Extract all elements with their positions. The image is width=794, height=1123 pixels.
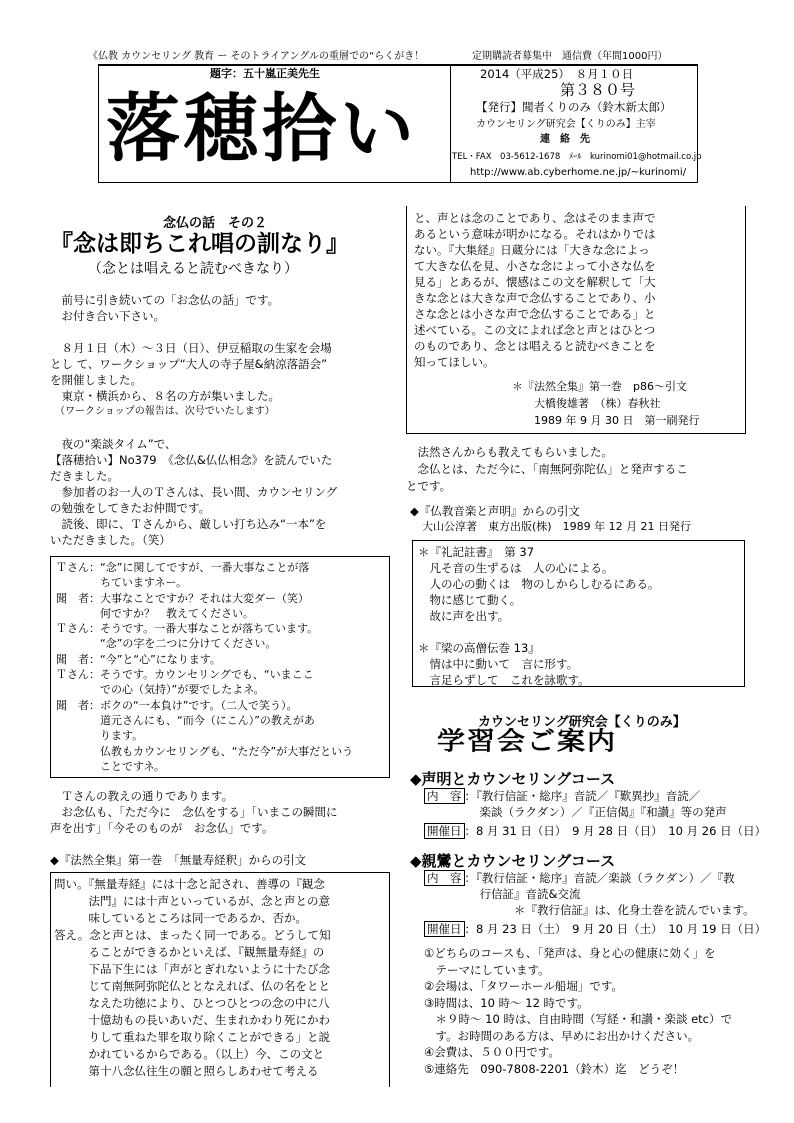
note-line: ③時間は、10 時～ 12 時です。 bbox=[424, 995, 589, 1010]
masthead-title: 落穂拾い bbox=[106, 86, 418, 172]
course2-title: ◆親鸞とカウンセリングコース bbox=[410, 852, 616, 870]
quote-line: 問い。『無量寿経』には十念と記され、善導の『観念 bbox=[54, 877, 325, 891]
citation-line: ＊『法然全集』第一巻 p86～引文 bbox=[512, 380, 687, 393]
quote-line: 述べている。この文によれば念と声とはひとつ bbox=[414, 323, 656, 337]
course1-content-line: 楽談（ラクダン）／『正信偈』『和讃』等の発声 bbox=[468, 805, 727, 819]
course2-content-line: ＊『教行信証』は、化身土巻を読んでいます。 bbox=[468, 903, 755, 917]
notice-org: カウンセリング研究会【くりのみ】 bbox=[478, 715, 686, 730]
text-line: 法然さんからも教えてもらいました。 bbox=[406, 445, 613, 459]
quote-line: ＊『梁の高僧伝巻 13』 bbox=[418, 641, 540, 655]
intro-line bbox=[50, 420, 390, 436]
note-line: ④会費は、５００円です。 bbox=[424, 1045, 560, 1059]
course1-content-line bbox=[424, 788, 766, 804]
course1-content bbox=[424, 788, 766, 839]
quote-line: きな念とは大きな声で念仏することであり、小 bbox=[414, 291, 656, 305]
article-subhead: （念とは唱えると読むべきなり） bbox=[88, 261, 298, 277]
dialogue-line: 聞 者：大事なことですか？それは大変ダー（笑） bbox=[56, 591, 309, 605]
quote-line: 人の心の動くは 物のしからしむるにある。 bbox=[418, 577, 660, 591]
issue-date: 2014（平成25） ８月１０日 bbox=[480, 67, 634, 81]
dialogue-line: Ｔさん：“念”に関してですが、一番大事なことが落 bbox=[56, 561, 310, 574]
contact-label: 連 絡 先 bbox=[540, 134, 590, 145]
quote-line: 答え。念と声とは、まったく同一である。どうして知 bbox=[54, 928, 331, 942]
quote-line bbox=[418, 624, 744, 640]
date-label: 開催日 bbox=[424, 921, 465, 937]
note-line: ②会場は、「タワーホール船堀」です。 bbox=[424, 979, 623, 993]
intro-line: 参加者のお一人のＴさんは、長い間、カウンセリング bbox=[50, 485, 338, 499]
intro-line: 読後、即に、Ｔさんから、厳しい打ち込み“一本”を bbox=[50, 517, 327, 531]
quote-line: なえた功徳により、ひとつひとつの念の中に八 bbox=[54, 996, 330, 1010]
course1-date-line bbox=[424, 823, 766, 839]
content-label: 内 容 bbox=[424, 870, 465, 886]
quote-line: と、声とは念のことであり、念はそのまま声で bbox=[414, 211, 656, 225]
quote-line: 情は中に動いて 言に形す。 bbox=[418, 657, 579, 671]
dialogue-line: 道元さんにも、“而今（にこん）”の教えがあ bbox=[56, 713, 315, 727]
intro-line: とし て、ワークショップ“大人の寺子屋&納涼落語会” bbox=[50, 357, 328, 371]
quote-line: 物に感じて動く。 bbox=[418, 593, 522, 607]
quote2-heading: ◆『仏教音楽と声明』からの引文 bbox=[410, 504, 580, 518]
citation bbox=[512, 378, 699, 429]
notice-notes bbox=[424, 945, 732, 1077]
quote2-source: 大山公淳著 東方出版(株) 1989 年 12 月 21 日発行 bbox=[422, 520, 692, 533]
note-line: す。お時間のある方は、早めにお出かけください。 bbox=[424, 1028, 700, 1043]
dialogue-text bbox=[56, 560, 388, 774]
note-line: ＊９時～ 10 時は、自由時間（写経・和讃・楽談 etc）で bbox=[424, 1012, 733, 1026]
article-headline: 『念は即ちこれ唱の訓なり』 bbox=[50, 231, 349, 257]
text-line: とです。 bbox=[406, 479, 452, 493]
intro-line: 前号に引き続いての「お念仏の話」です。 bbox=[50, 293, 280, 307]
masthead-divider bbox=[450, 65, 451, 183]
note-line: ①どちらのコースも、「発声は、身と心の健康に効く」を bbox=[424, 946, 716, 960]
dialogue-line: ちていますネー。 bbox=[56, 576, 188, 590]
quote-line: あるという意味が明かになる。それはかりでは bbox=[414, 227, 656, 241]
intro-line bbox=[50, 324, 390, 340]
intro-line: ８月１日（木）～３日（日）、伊豆稲取の生家を会場 bbox=[50, 341, 332, 355]
course2-content-line bbox=[424, 870, 766, 886]
quote2-text bbox=[418, 544, 744, 688]
course2-date-line bbox=[424, 921, 766, 937]
intro-line: 【落穂拾い】No379 《念仏&仏仏相念》を読んでいた bbox=[50, 453, 333, 467]
quote-line: 十億劫もの長いあいだ、生まれかわり死にかわ bbox=[54, 1013, 330, 1027]
quote1-cont-text bbox=[414, 210, 744, 370]
dialogue-line: 聞 者：“今”と“心”になります。 bbox=[56, 652, 221, 666]
course2-content bbox=[424, 870, 766, 937]
quote-line: 第十八念仏往生の願と照らしあわせて考える bbox=[54, 1064, 319, 1078]
dialogue-line: “念”の字を二つに分けてください。 bbox=[56, 637, 277, 651]
publisher: 【発行】聞者くりのみ（鈴木新太郎） bbox=[476, 100, 672, 114]
dialogue-line: での心（気持）”が要でしたよネ。 bbox=[56, 683, 265, 697]
intro-line: いただきました。（笑） bbox=[50, 533, 171, 547]
quote1-text bbox=[54, 876, 388, 1080]
text-line: お念仏も、「ただ今に 念仏をする」「いまこの瞬間に bbox=[50, 805, 338, 819]
quote-line: ＊『礼記註書』 第 37 bbox=[418, 545, 535, 559]
website-url: http://www.ab.cyberhome.ne.jp/~kurinomi/ bbox=[470, 167, 687, 178]
content-text: ：『教行信証・総序』音読／『歎異抄』音読／ bbox=[464, 789, 701, 803]
after-dialogue bbox=[50, 788, 390, 836]
intro-line: お付き合い下さい。 bbox=[50, 309, 165, 323]
quote-line: のものであり、念とは唱えると読むべきことを bbox=[414, 339, 656, 353]
article-intro bbox=[50, 292, 390, 548]
organization: カウンセリング研究会【くりのみ】主宰 bbox=[476, 119, 656, 130]
dialogue-line: 仏教もカウンセリングも、“ただ今”が大事だという bbox=[56, 744, 354, 758]
citation-line: 1989 年 9 月 30 日 第一刷発行 bbox=[534, 414, 700, 427]
tel-fax-email: TEL・FAX 03-5612-1678 ﾒｰﾙ kurinomi01@hotmail.co.jp bbox=[452, 152, 702, 162]
quote-line: 下品下生には「声がとぎれないように十たび念 bbox=[54, 962, 330, 976]
text-line: 声を出す」「今そのものが お念仏」です。 bbox=[50, 821, 274, 835]
notice-title: 学習会ご案内 bbox=[437, 726, 618, 756]
dialogue-line: Ｔさん：そうです。カウンセリングでも、“いまここ bbox=[56, 668, 314, 682]
text-line: 念仏とは、ただ今に、「南無阿弥陀仏」と発声するこ bbox=[406, 462, 688, 476]
quote-line: ることができるかといえば、『観無量寿経』の bbox=[54, 945, 325, 959]
dialogue-line: 何ですか？ 教えてください。 bbox=[56, 606, 254, 620]
quote-line: て大きな仏を見、小さな念によって小さな仏を bbox=[414, 259, 656, 273]
quote-line: 味しているところは同一であるか、否か。 bbox=[54, 911, 307, 925]
course2-content-line: 行信証』音読&交流 bbox=[468, 887, 581, 901]
text-line: Ｔさんの教えの通りであります。 bbox=[50, 789, 234, 803]
dialogue-line: ります。 bbox=[56, 729, 144, 743]
quote-line: さな念とは小さな声で念仏することである」と bbox=[414, 307, 656, 321]
quote-line: 見る」とあるが、懐感はこの文を解釈して「大 bbox=[414, 275, 656, 289]
note-line: ⑤連絡先 090-7808-2201（鈴木）迄 どうぞ！ bbox=[424, 1061, 685, 1076]
intro-line: 東京・横浜から、８名の方が集いました。 bbox=[50, 389, 280, 403]
quote-line: ない。『大集経』日蔵分には「大きな念によっ bbox=[414, 243, 650, 257]
dialogue-line: 聞 者：ボクの“一本負け”です。（二人で笑う）。 bbox=[56, 698, 298, 712]
date-text: ：8 月 23 日（土） 9 月 20 日（土） 10 月 19 日（日） bbox=[464, 922, 767, 936]
intro-line: だきました。 bbox=[50, 469, 119, 483]
quote-line: 法門』には十声といっているが、念と声との意 bbox=[54, 894, 330, 908]
note-line: テーマにしています。 bbox=[424, 962, 550, 977]
quote-line: 知ってほしい。 bbox=[414, 355, 495, 369]
date-label: 開催日 bbox=[424, 823, 465, 839]
dialogue-line: Ｔさん：そうです。一番大事なことが落ちています。 bbox=[56, 622, 319, 636]
tagline-left: 《仏教 カウンセリング 教育 ー そのトライアングルの重層での“らくがき！ bbox=[88, 51, 425, 62]
quote-line: 凡そ音の生ずるは 人の心による。 bbox=[418, 561, 614, 575]
quote-line: かれているからである。（以上）今、この文と bbox=[54, 1047, 325, 1061]
content-label: 内 容 bbox=[424, 788, 465, 804]
intro-line: （ワークショップの報告は、次号でいたします） bbox=[50, 406, 275, 417]
intro-line: 夜の“楽談タイム”で、 bbox=[50, 437, 177, 451]
content-text: ：『教行信証・総序』音読／楽談（ラクダン）／『教 bbox=[464, 871, 735, 885]
date-text: ：8 月 31 日（日） 9 月 28 日（日） 10 月 26 日（日） bbox=[464, 824, 767, 838]
tagline-right: 定期購読者募集中 通信費（年間1000円） bbox=[472, 51, 668, 62]
quote-line: 言足らずして これを詠歌す。 bbox=[418, 673, 590, 687]
after-citation bbox=[406, 444, 746, 495]
citation-line: 大橋俊雄著 （株）春秋社 bbox=[534, 397, 661, 410]
quote-line: じて南無阿弥陀仏ととなえれば、仏の名をとと bbox=[54, 979, 330, 993]
calligraphy-credit: 題字：五十嵐正美先生 bbox=[210, 67, 320, 80]
course1-title: ◆声明とカウンセリングコース bbox=[410, 770, 616, 788]
quote-line: りして重ねた罪を取り除くことができる」と説 bbox=[54, 1030, 330, 1044]
issue-number: 第３８０号 bbox=[560, 81, 636, 99]
intro-line: を開催しました。 bbox=[50, 373, 142, 387]
article-kicker: 念仏の話 その２ bbox=[163, 216, 268, 231]
quote-line: 故に声を出す。 bbox=[418, 609, 510, 623]
intro-line: の勉強をしてきたお仲間です。 bbox=[50, 501, 211, 515]
dialogue-line: ことですネ。 bbox=[56, 759, 165, 773]
quote1-heading: ◆『法然全集』第一巻 「無量寿経釈」からの引文 bbox=[50, 853, 307, 867]
